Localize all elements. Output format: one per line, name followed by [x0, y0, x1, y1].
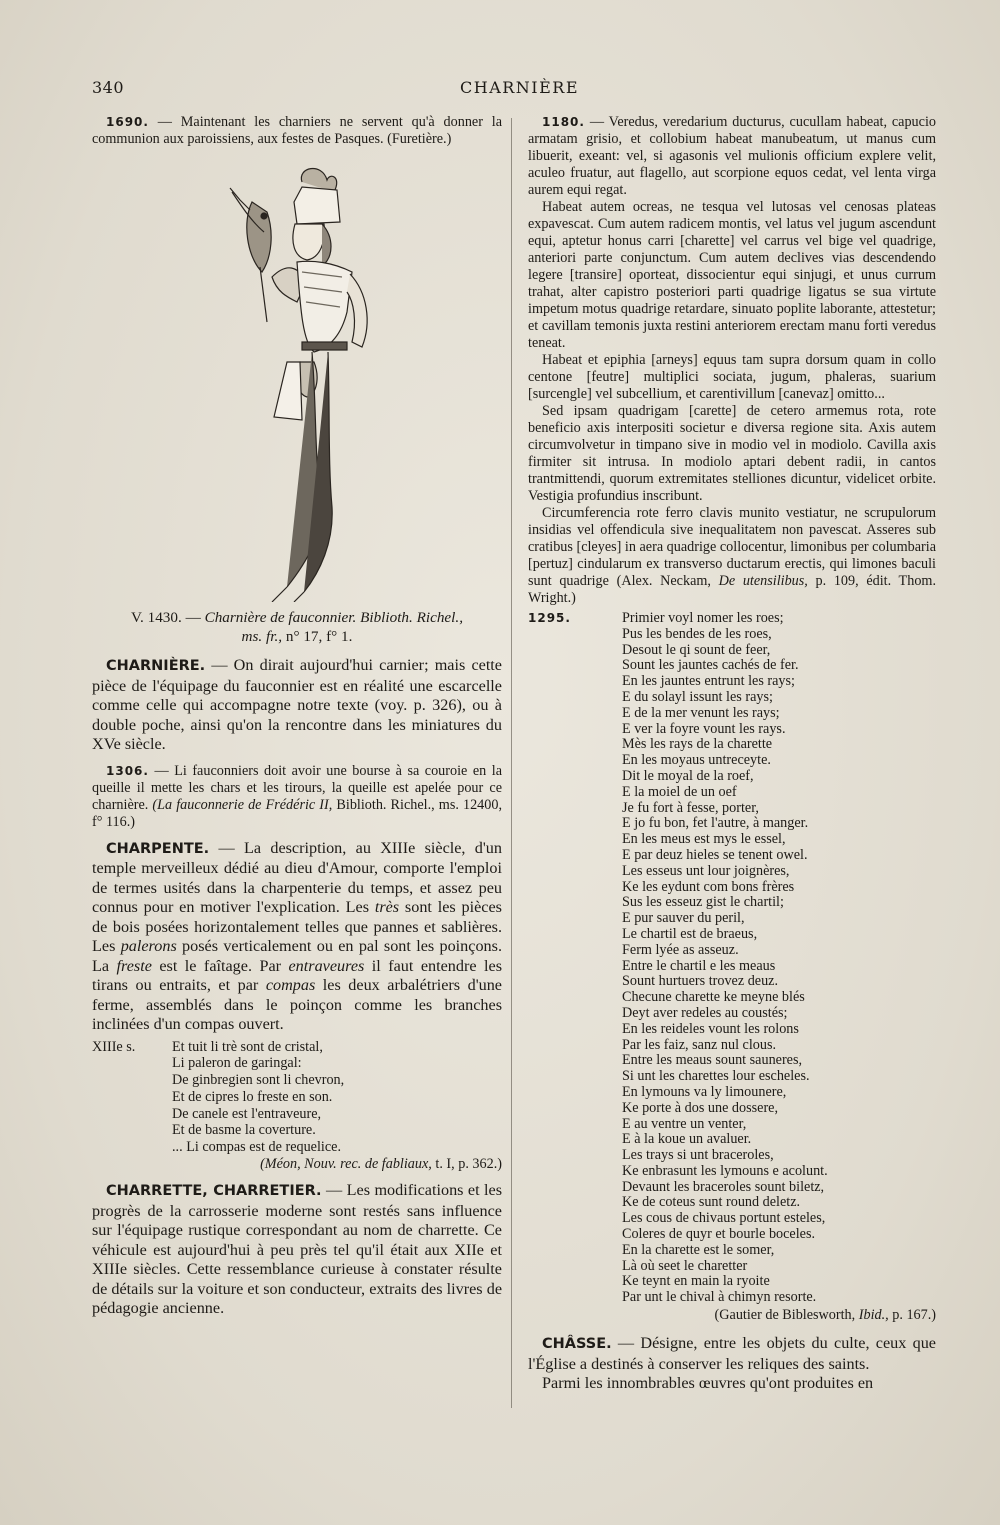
poem-line: Par unt le chival à chimyn resorte. [622, 1289, 817, 1306]
poem-line: Sount hurtuers trovez deuz. [622, 973, 779, 990]
poem-line: E pur sauver du peril, [622, 910, 745, 927]
poem-line: E la moiel de un oef [622, 783, 737, 800]
poem-line: E ver la foyre vount les rays. [622, 720, 786, 737]
poem-line: Les trays si unt braceroles, [622, 1147, 774, 1164]
poem-line: Ke de coteus sunt round deletz. [622, 1194, 801, 1211]
entry-charrette: CHARRETTE, CHARRETIER. — Les modifications et les progrès de la carrosserie moderne sont restés sans influence sur l'équipage rustique correspondant au nom de charrette. Ce véhicule est aujourd'hui à peu près tel qu'il était aux XIIe et XIIIe siècles. Cette ressemblance curieuse à constater résulte de détails sur la voiture et son conducteur, extraits des livres de pédagogie ancienne. [92, 1181, 502, 1318]
poem-line: Et tuit li trè sont de cristal, [172, 1038, 323, 1055]
poem-line: Ke enbrasunt les lymouns e acolunt. [622, 1162, 828, 1179]
entry-1306: 1306. — Li fauconniers doit avoir une bourse à sa couroie en la queille il mette les chars et les tirours, la queille est apelée pour ce charnière. (La fauconnerie de Frédéric II, Biblioth. Richel., ms. 12400, f° 116.) [92, 762, 502, 830]
poem-line: Les esseus unt lour joignères, [622, 862, 790, 879]
poem-1295 [528, 611, 936, 1324]
poem-line: E de la mer venunt les rays; [622, 704, 780, 721]
poem-line: Et de cipres lo freste en son. [172, 1088, 333, 1105]
poem-line: E à la koue un avaluer. [622, 1131, 752, 1148]
poem-line: Desout le qi sount de feer, [622, 641, 771, 658]
poem-line: Par les faiz, sanz nul clous. [622, 1036, 777, 1053]
poem-line: ... Li compas est de requelice. [172, 1139, 342, 1156]
running-head: CHARNIÈRE [460, 78, 580, 97]
poem-line: En lymouns va ly limounere, [622, 1083, 787, 1100]
falconer-figure-image [202, 162, 422, 602]
poem-line: Mès les rays de la charette [622, 736, 773, 753]
poem-line: Là où seet le charetter [622, 1257, 748, 1274]
entry-chasse: CHÂSSE. — Désigne, entre les objets du culte, ceux que l'Église a destinés à conserver les reliques des saints. [528, 1334, 936, 1373]
poem-line: Dit le moyal de la roef, [622, 767, 754, 784]
poem-line: E par deuz hieles se tenent owel. [622, 846, 808, 863]
poem-line: E jo fu bon, fet l'autre, à manger. [622, 815, 809, 832]
poem-line: En les reideles vount les rolons [622, 1020, 799, 1037]
entry-1180-para4: Sed ipsam quadrigam [carette] de cetero armemus rota, rote beneficio axis interpositi societur e diversa regione sita. Axis autem circumvolvetur in timpano sive in modio vel in modiolo. Cavilla axis firmiter sit intrusa. In modiolo aptari debent radii, in cantos trantmittendi, quorum extremitates stelliones dicuntur, videlicet orbite. Vestigia profundius inscribunt. [528, 403, 936, 504]
poem-line: Sount les jauntes cachés de fer. [622, 657, 799, 674]
entry-1180-para3: Habeat et epiphia [arneys] equus tam supra dorsum quam in collo centone [feutre] multiplici sociata, jugum, phaleras, suarium [surcengle] vel subcellium, et carentivillum [canevaz] omitto... [528, 352, 936, 402]
falconer-illustration [92, 162, 502, 602]
poem-line: Primier voyl nomer les roes; [622, 610, 784, 626]
poem-label: 1295. [528, 611, 571, 625]
left-column [92, 114, 502, 1319]
poem-line: Les cous de chivaus portunt esteles, [622, 1210, 826, 1227]
entry-1180-para2: Habeat autem ocreas, ne tesqua vel lutosas vel cenosas plateas expavescat. Cum autem radicem montis, vel latus vel jugum ascendunt equi, aptetur honus carri [charette] vel carrus vel bige vel quadrige, anteriori parte conjunctum. Cum autem declives vias descendendo legere [transire] oporteat, dissocientur equi sinjugi, et unus currum trahat, alter capistro posteriori parti quadrige ligatus se sua virtute impetum motus quadrige retardare, sinuato poplite laborante, attestetur; et cavillam temonis juxta restini anteriorem erectam manu forti veredus teneat. [528, 199, 936, 351]
poem-line: Deyt aver redeles au coustés; [622, 1004, 788, 1021]
poem-line: De canele est l'entraveure, [172, 1105, 322, 1122]
poem-line: Pus les bendes de les roes, [622, 625, 772, 642]
figure-caption: V. 1430. — Charnière de fauconnier. Biblioth. Richel., ms. fr., n° 17, f° 1. [131, 609, 463, 645]
poem-line: Le chartil est de braeus, [622, 925, 758, 942]
entry-charniere: CHARNIÈRE. — On dirait aujourd'hui carnier; mais cette pièce de l'équipage du fauconnier est en réalité une escarcelle comme celle qui accompagne notre texte (voy. p. 326), ou à double poche, ainsi qu'on la rencontre dans les miniatures du XVe siècle. [92, 656, 502, 753]
poem-line: E au ventre un venter, [622, 1115, 747, 1132]
column-divider [511, 118, 512, 1408]
poem-line: Ke porte à dos une dossere, [622, 1099, 779, 1116]
entry-1180: 1180. — Veredus, veredarium ducturus, cucullam habeat, capucio armatam grisio, et collobium habeat manubeatum, ut manus cum libuerit, exeant: vel, si agasonis vel mulionis officium explere velit, aculeo fruatur, aut flagello, aut scorpione equos cedat, vel lenta virga aurem equi regat. [528, 114, 936, 198]
entry-charpente: CHARPENTE. — La description, au XIIIe siècle, d'un temple merveilleux dédié au dieu d'Amour, comporte l'emploi de termes usités dans la charpenterie du temps, et assez peu connus pour en motiver l'explication. Les très sont les pièces de bois posées horizontalement telles que pannes et sablières. Les palerons posés verticalement ou en pal sont les poinçons. La freste est le faîtage. Par entraveures il faut entendre les tirans ou entraits, et par compas les deux arbalétriers d'une ferme, assemblés dans le poinçon comme les branches inclinées d'un compas ouvert. [92, 838, 503, 1033]
poem-line: Sus les esseuz gist le chartil; [622, 894, 784, 911]
poem-line: En les jauntes entrunt les rays; [622, 673, 795, 690]
poem-line: Si unt les charettes lour escheles. [622, 1068, 810, 1085]
poem-line: Ferm lyée as asseuz. [622, 941, 739, 958]
right-column [528, 114, 936, 1394]
poem-line: En les moyaus untreceyte. [622, 752, 771, 769]
poem-line: Ke teynt en main la ryoite [622, 1273, 770, 1290]
poem-line: De ginbregien sont li chevron, [172, 1072, 345, 1089]
entry-1180-para5: Circumferencia rote ferro clavis munito vestiatur, ne scrupulorum insidias vel offendicula sive inequalitatem non pavescat. Asseres sub cratibus [cleyes] in aera quadrige collocentur, limonibus per columbaria [pertuz] cindularum ex transverso ductarum erectis, qui limones baculi sunt quadrige (Alex. Neckam, De utensilibus, p. 109, édit. Thom. Wright.) [528, 505, 936, 606]
page-number: 340 [92, 78, 125, 97]
poem-label: XIIIe s. [92, 1038, 136, 1055]
poem-line: Et de basme la coverture. [172, 1122, 316, 1139]
poem-line: Checune charette ke meyne blés [622, 989, 805, 1006]
poem-line: En la charette est le somer, [622, 1241, 775, 1258]
poem-line: Je fu fort à fesse, porter, [622, 799, 759, 816]
entry-chasse-continued: Parmi les innombrables œuvres qu'ont produites en [542, 1374, 874, 1393]
poem-line: En les meus est mys le essel, [622, 831, 786, 848]
poem-line: Ke les eydunt com bons frères [622, 878, 795, 895]
poem-line: Entre les meaus sount sauneres, [622, 1052, 803, 1069]
poem-line: Li paleron de garingal: [172, 1055, 302, 1072]
poem-line: Devaunt les braceroles sount biletz, [622, 1178, 825, 1195]
entry-1690: 1690. — Maintenant les charniers ne servent qu'à donner la communion aux paroissiens, aux festes de Pasques. (Furetière.) [92, 114, 502, 147]
poem-line: Coleres de quyr et bourle boceles. [622, 1226, 816, 1243]
poem-line: Entre le chartil e les meaus [622, 957, 776, 974]
poem-source: (Méon, Nouv. rec. de fabliaux, t. I, p. 362.) [260, 1156, 502, 1173]
poem-temple-amour [92, 1039, 502, 1174]
poem-line: E du solayl issunt les rays; [622, 688, 773, 705]
poem-source: (Gautier de Biblesworth, Ibid., p. 167.) [714, 1307, 936, 1324]
